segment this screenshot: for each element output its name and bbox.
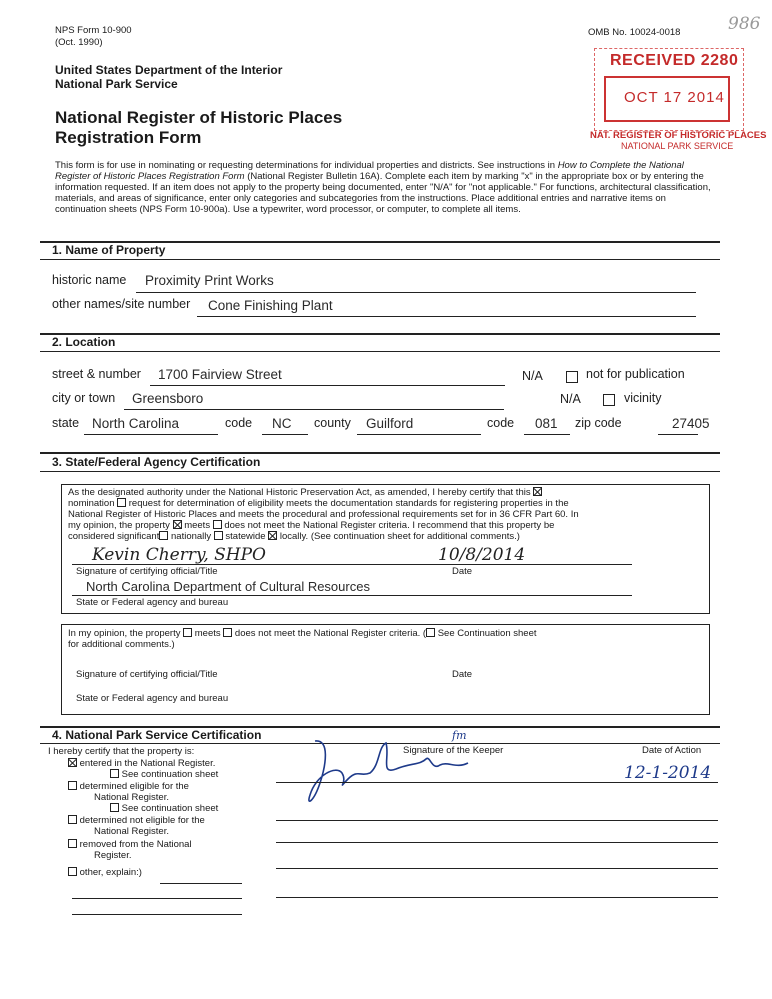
agency-value: North Carolina Department of Cultural Resources xyxy=(86,579,370,594)
county-code-value: 081 xyxy=(535,416,558,431)
city-value: Greensboro xyxy=(132,391,204,406)
certification-text: As the designated authority under the National Historic Preservation Act, as amended, I hereby certify that this nomination request for determination of eligibility meets the documentation standards for registering properties in the National Register of Historic Places and meets the procedural and professional requirements set for in 36 CFR Part 60. In my opinion, the property meets does not meet the National Register criteria. I recommend that this property be considered significant nationally statewide locally. (See continuation sheet for additional comments.) xyxy=(68,487,579,542)
state-label: state xyxy=(52,416,80,430)
street-label: street & number xyxy=(52,367,141,381)
zip-label: zip code xyxy=(575,416,622,430)
keeper-initials: fm xyxy=(452,729,467,742)
city-line xyxy=(124,409,504,410)
vicinity-checkbox[interactable] xyxy=(603,391,615,409)
vicinity-label: vicinity xyxy=(624,391,662,405)
option-other[interactable]: other, explain:) xyxy=(68,867,278,878)
section-divider xyxy=(40,333,720,335)
date2-label: Date xyxy=(452,669,473,680)
date-of-action-value: 12-1-2014 xyxy=(624,763,712,783)
date-label: Date xyxy=(452,566,473,577)
county-line xyxy=(357,434,481,435)
form-title-line1: National Register of Historic Places xyxy=(55,108,343,127)
keeper-line-1 xyxy=(276,782,718,783)
county-value: Guilford xyxy=(366,416,414,431)
keeper-line-3 xyxy=(276,842,718,843)
opinion-text: In my opinion, the property meets does not meet the National Register criteria. ( See Continuation sheet for additional comments.) xyxy=(68,628,537,650)
keeper-signature xyxy=(300,735,480,815)
section-underline xyxy=(40,259,720,260)
county-code-label: code xyxy=(487,416,515,430)
other-explain-line xyxy=(160,883,242,884)
certify-intro: I hereby certify that the property is: xyxy=(48,746,195,757)
date-of-action-label: Date of Action xyxy=(642,745,702,756)
na-label: N/A xyxy=(560,392,581,406)
state-value: North Carolina xyxy=(92,416,180,431)
state-code-line xyxy=(262,434,308,435)
corner-handwritten-mark: 986 xyxy=(728,14,761,34)
signature2-label: Signature of certifying official/Title xyxy=(76,669,218,680)
option-entered[interactable]: entered in the National Register. xyxy=(68,758,278,769)
form-title-line2: Registration Form xyxy=(55,128,202,147)
signature-label: Signature of certifying official/Title xyxy=(76,566,218,577)
section2-heading: 2. Location xyxy=(52,335,116,349)
other-names-value: Cone Finishing Plant xyxy=(208,298,333,313)
state-code-label: code xyxy=(225,416,253,430)
street-value: 1700 Fairview Street xyxy=(158,367,282,382)
certifying-signature: Kevin Cherry, SHPO xyxy=(92,545,266,565)
state-code-value: NC xyxy=(272,416,292,431)
section-underline xyxy=(40,471,720,472)
option-eligible[interactable]: determined eligible for the xyxy=(68,781,278,792)
agency-line xyxy=(72,595,632,596)
historic-name-value: Proximity Print Works xyxy=(145,273,274,288)
historic-name-label: historic name xyxy=(52,273,127,287)
not-for-publication-label: not for publication xyxy=(586,367,685,381)
nps-options: entered in the National Register. See continuation sheet determined eligible for the National Register. See continuation sheet determined not eligible for the National Register. removed from the National Register. other, explain:) xyxy=(68,758,278,878)
city-label: city or town xyxy=(52,391,116,405)
section1-heading: 1. Name of Property xyxy=(52,243,166,257)
county-label: county xyxy=(314,416,351,430)
keeper-signature-label: Signature of the Keeper xyxy=(403,745,504,756)
keeper-line-5 xyxy=(276,897,718,898)
department-name: United States Department of the Interior xyxy=(55,63,283,77)
form-number: NPS Form 10-900 xyxy=(55,25,132,36)
intro-paragraph: This form is for use in nominating or requesting determinations for individual properties and districts. See instructions in How to Complete the National Register of Historic Places Registration Form (National Register Bulletin 16A). Complete each item by marking "x" in the appropriate box or by entering the information requested. If an item does not apply to the property being documented, enter "N/A" for "not applicable." For functions, architectural classification, materials, and areas of significance, enter only categories and subcategories from the instructions. Place additional entries and narrative items on continuation sheets (NPS Form 10-900a). Use a typewriter, word processor, or computer, to complete all items. xyxy=(55,160,711,215)
keeper-line-2 xyxy=(276,820,718,821)
agency-label: State or Federal agency and bureau xyxy=(76,597,229,608)
signature-line xyxy=(72,564,632,565)
other-explain-line-2 xyxy=(72,898,242,899)
option-entered-continuation[interactable]: See continuation sheet xyxy=(68,769,278,780)
section-underline xyxy=(40,351,720,352)
section-divider xyxy=(40,452,720,454)
historic-name-line xyxy=(136,292,696,293)
section3-heading: 3. State/Federal Agency Certification xyxy=(52,455,261,469)
omb-number: OMB No. 10024-0018 xyxy=(588,27,681,38)
state-line xyxy=(84,434,218,435)
certifying-signature-date: 10/8/2014 xyxy=(438,545,526,565)
other-names-label: other names/site number xyxy=(52,297,191,311)
keeper-line-4 xyxy=(276,868,718,869)
zip-line xyxy=(658,434,698,435)
county-code-line xyxy=(524,434,570,435)
na-label: N/A xyxy=(522,369,543,383)
section4-heading: 4. National Park Service Certification xyxy=(52,728,262,742)
option-removed[interactable]: removed from the National xyxy=(68,839,278,850)
other-explain-line-3 xyxy=(72,914,242,915)
option-not-eligible[interactable]: determined not eligible for the xyxy=(68,815,278,826)
agency2-label: State or Federal agency and bureau xyxy=(76,693,229,704)
service-name: National Park Service xyxy=(55,77,178,91)
not-for-publication-checkbox[interactable] xyxy=(566,368,578,386)
form-date: (Oct. 1990) xyxy=(55,37,103,48)
street-line xyxy=(150,385,505,386)
other-names-line xyxy=(197,316,696,317)
zip-value: 27405 xyxy=(672,416,710,431)
option-eligible-continuation[interactable]: See continuation sheet xyxy=(68,803,278,814)
